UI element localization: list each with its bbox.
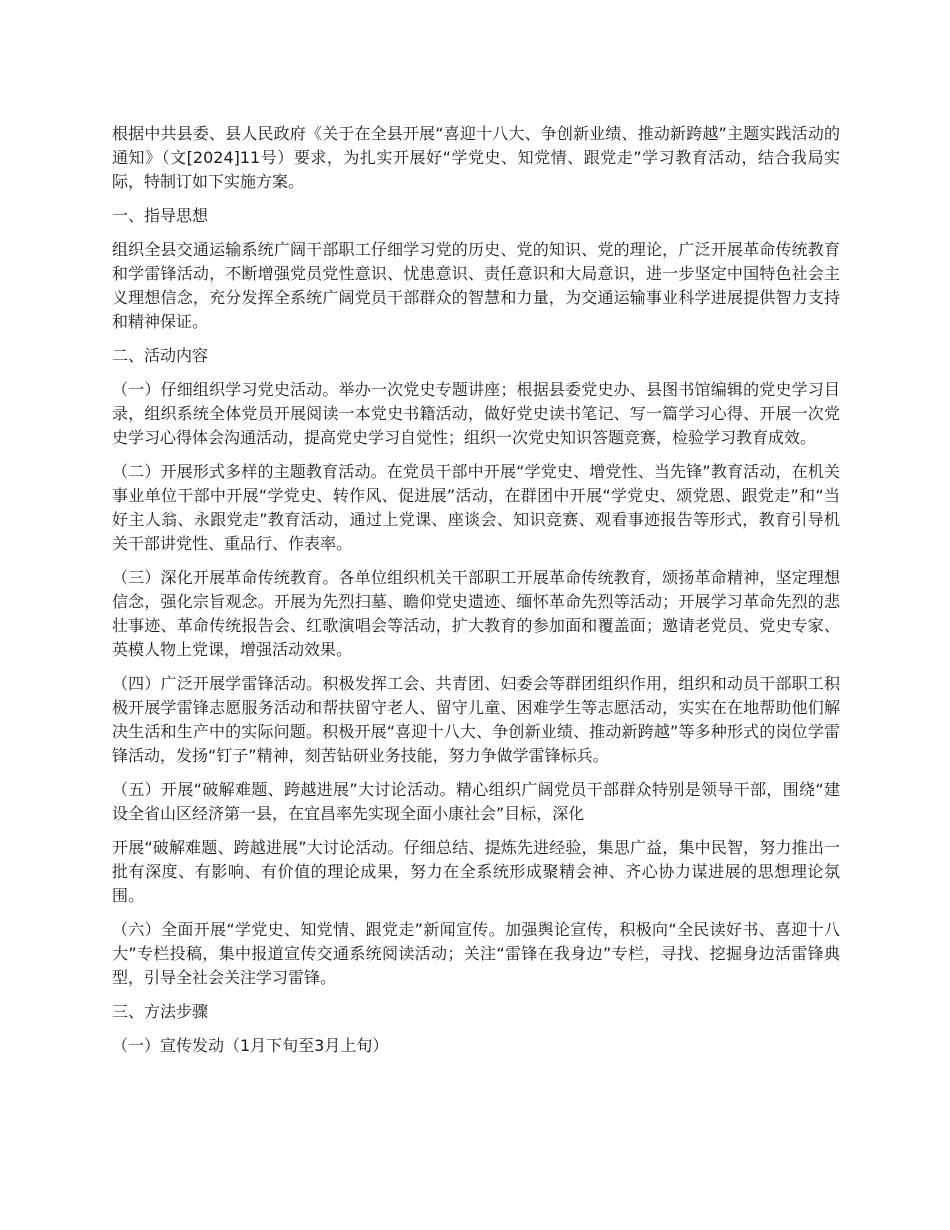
guiding-ideology-paragraph: 组织全县交通运输系统广阔干部职工仔细学习党的历史、党的知识、党的理论，广泛开展革命传统教育和学雷锋活动，不断增强党员党性意识、忧患意识、责任意识和大局意识，进一步坚定中国特色社会主义理想信念，充分发挥全系统广阔党员干部群众的智慧和力量，为交通运输事业科学进展提供智力支持和精神保证。 <box>112 240 840 331</box>
document-body <box>112 122 840 1068</box>
section-heading-guiding-ideology: 一、指导思想 <box>112 206 209 225</box>
activity-item-4-paragraph: （四）广泛开展学雷锋活动。积极发挥工会、共青团、妇委会等群团组织作用，组织和动员干部职工积极开展学雷锋志愿服务活动和帮扶留守老人、留守儿童、困难学生等志愿活动，实实在在地帮助他们解决生活和生产中的实际问题。积极开展“喜迎十八大、争创新业绩、推动新跨越”等多种形式的岗位学雷锋活动，发扬“钉子”精神，刻苦钻研业务技能，努力争做学雷锋标兵。 <box>112 674 840 765</box>
section-heading-activity-content: 二、活动内容 <box>112 346 209 365</box>
section-heading-method-steps: 三、方法步骤 <box>112 1002 209 1021</box>
activity-item-3-paragraph: （三）深化开展革命传统教育。各单位组织机关干部职工开展革命传统教育，颂扬革命精神，坚定理想信念，强化宗旨观念。开展为先烈扫墓、瞻仰党史遗迹、缅怀革命先烈等活动；开展学习革命先烈的悲壮事迹、革命传统报告会、红歌演唱会等活动，扩大教育的参加面和覆盖面；邀请老党员、党史专家、英模人物上党课，增强活动效果。 <box>112 568 840 659</box>
activity-item-5-paragraph: （五）开展“破解难题、跨越进展”大讨论活动。精心组织广阔党员干部群众特别是领导干部，围绕“建设全省山区经济第一县，在宜昌率先实现全面小康社会”目标，深化 <box>112 780 840 823</box>
activity-item-1-paragraph: （一）仔细组织学习党史活动。举办一次党史专题讲座；根据县委党史办、县图书馆编辑的党史学习目录，组织系统全体党员开展阅读一本党史书籍活动，做好党史读书笔记、写一篇学习心得、开展一次党史学习心得体会沟通活动，提高党史学习自觉性；组织一次党史知识答题竞赛，检验学习教育成效。 <box>112 380 840 447</box>
step-1-heading: （一）宣传发动（1月下旬至3月上旬） <box>112 1036 389 1055</box>
activity-item-5-continued-paragraph: 开展“破解难题、跨越进展”大讨论活动。仔细总结、提炼先进经验，集思广益，集中民智，努力推出一批有深度、有影响、有价值的理论成果，努力在全系统形成聚精会神、齐心协力谋进展的思想理论氛围。 <box>112 838 840 905</box>
intro-paragraph: 根据中共县委、县人民政府《关于在全县开展“喜迎十八大、争创新业绩、推动新跨越”主题实践活动的通知》（文[2024]11号）要求，为扎实开展好“学党史、知党情、跟党走”学习教育活动，结合我局实际，特制订如下实施方案。 <box>112 124 840 191</box>
activity-item-6-paragraph: （六）全面开展“学党史、知党情、跟党走”新闻宣传。加强舆论宣传，积极向“全民读好书、喜迎十八大”专栏投稿，集中报道宣传交通系统阅读活动；关注“雷锋在我身边”专栏，寻找、挖掘身边活雷锋典型，引导全社会关注学习雷锋。 <box>112 920 840 987</box>
activity-item-2-paragraph: （二）开展形式多样的主题教育活动。在党员干部中开展“学党史、增党性、当先锋”教育活动，在机关事业单位干部中开展“学党史、转作风、促进展”活动，在群团中开展“学党史、颂党恩、跟党走”和“当好主人翁、永跟党走”教育活动，通过上党课、座谈会、知识竞赛、观看事迹报告等形式，教育引导机关干部讲党性、重品行、作表率。 <box>112 462 840 553</box>
